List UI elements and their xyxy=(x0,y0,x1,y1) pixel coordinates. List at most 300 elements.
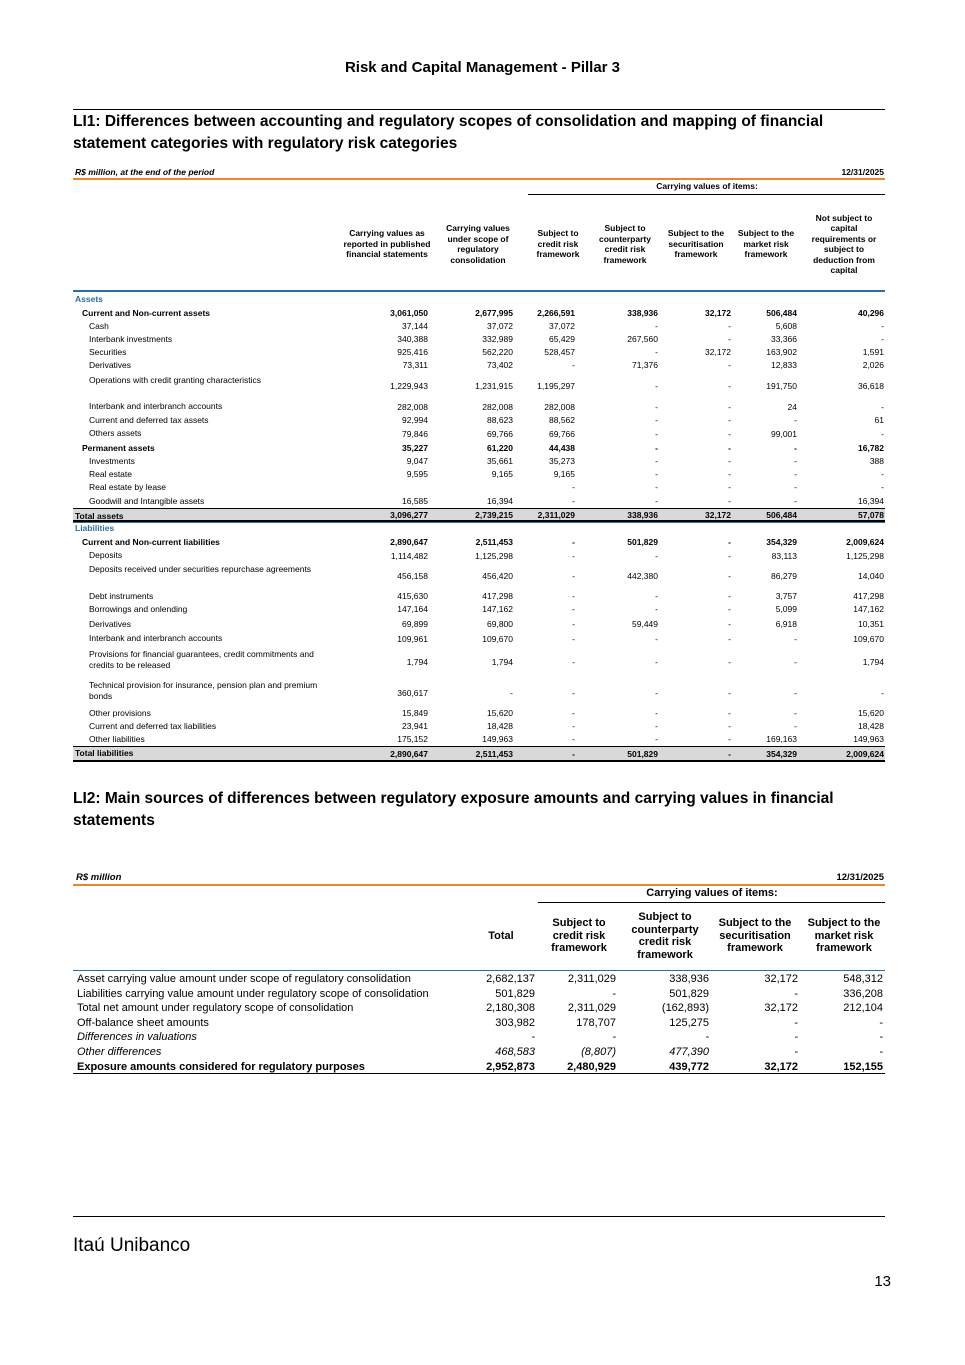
li2-col-header: Subject to the market risk framework xyxy=(807,917,881,955)
li1-assets-label: Assets xyxy=(75,294,103,304)
row-value: 439,772 xyxy=(669,1060,709,1073)
row-value: 37,072 xyxy=(549,321,575,331)
row-value: 417,298 xyxy=(482,591,513,601)
row-value: - xyxy=(794,456,797,466)
row-label: Borrowings and onlending xyxy=(89,603,188,614)
row-value: - xyxy=(881,482,884,492)
li1-unit: R$ million, at the end of the period xyxy=(75,167,215,177)
row-value: 191,750 xyxy=(766,381,797,391)
row-value: 5,099 xyxy=(775,604,797,614)
row-value: 69,766 xyxy=(549,428,575,439)
row-label: Operations with credit granting characteristics xyxy=(89,375,261,385)
row-value: 92,994 xyxy=(402,415,428,425)
row-value: - xyxy=(655,381,658,391)
row-value: 59,449 xyxy=(632,619,658,629)
page-number: 13 xyxy=(874,1273,891,1290)
row-value: 99,001 xyxy=(771,428,797,439)
row-value: - xyxy=(728,633,731,644)
row-value: 40,296 xyxy=(858,308,884,318)
li1-col-header: Carrying values as reported in published financial statements xyxy=(343,228,431,260)
row-value: 2,009,624 xyxy=(846,537,884,547)
row-value: - xyxy=(572,496,575,506)
row-value: - xyxy=(728,571,731,581)
row-value: 61 xyxy=(874,415,884,425)
li2-group-header: Carrying values of items: xyxy=(646,887,778,899)
row-value: 149,963 xyxy=(853,734,884,744)
row-value: 1,229,943 xyxy=(390,381,428,391)
footer-brand: Itaú Unibanco xyxy=(73,1235,191,1256)
row-value: - xyxy=(655,721,658,731)
row-value: 44,438 xyxy=(549,443,575,453)
row-value: 340,388 xyxy=(397,334,428,344)
row-value: 69,766 xyxy=(487,428,513,439)
row-value: 2,266,591 xyxy=(537,308,575,318)
row-value: - xyxy=(794,482,797,492)
row-value: 71,376 xyxy=(632,360,658,370)
li1-col-header: Subject to credit risk framework xyxy=(536,228,580,260)
row-value: - xyxy=(655,321,658,331)
row-value: 501,829 xyxy=(627,537,658,547)
row-value: - xyxy=(572,550,575,561)
row-label: Off-balance sheet amounts xyxy=(77,1016,209,1029)
row-value: - xyxy=(655,401,658,412)
row-value: 15,620 xyxy=(487,708,513,718)
li1-group-rule xyxy=(528,194,885,195)
table-row xyxy=(73,590,885,602)
row-value: 73,402 xyxy=(487,360,513,370)
row-value: 415,630 xyxy=(397,591,428,601)
table-row xyxy=(73,346,885,358)
row-value: 35,661 xyxy=(487,456,513,466)
li1-col-header: Carrying values under scope of regulatory consolidation xyxy=(446,223,510,265)
row-value: - xyxy=(655,708,658,718)
row-label: Provisions for financial guarantees, credit commitments and credits to be released xyxy=(89,649,314,670)
row-label: Others assets xyxy=(89,428,142,438)
table-row xyxy=(73,333,885,345)
row-value: - xyxy=(572,591,575,601)
row-value: 528,457 xyxy=(544,347,575,357)
row-value: 65,429 xyxy=(549,334,575,344)
row-value: 178,707 xyxy=(576,1016,616,1029)
table-row xyxy=(73,707,885,719)
row-value: 109,670 xyxy=(482,633,513,644)
li1-liabilities-label: Liabilities xyxy=(75,523,115,533)
row-value: - xyxy=(655,734,658,744)
row-value: - xyxy=(655,687,658,698)
row-value: 212,104 xyxy=(843,1002,883,1015)
row-value: - xyxy=(881,321,884,331)
row-value: 15,849 xyxy=(402,708,428,718)
row-value: - xyxy=(794,415,797,425)
row-value: 2,890,647 xyxy=(390,537,428,547)
row-value: - xyxy=(655,415,658,425)
row-label: Interbank investments xyxy=(89,333,173,344)
row-value: 506,484 xyxy=(766,509,797,520)
row-value: 147,164 xyxy=(397,604,428,614)
row-label: Asset carrying value amount under scope of regulatory consolidation xyxy=(77,973,411,985)
page-header: Risk and Capital Management - Pillar 3 xyxy=(344,59,621,76)
row-label: Real estate xyxy=(89,468,132,479)
li2-col-header: Subject to the securitisation framework xyxy=(718,917,792,955)
row-value: - xyxy=(728,604,731,614)
row-label: Derivatives xyxy=(89,618,132,629)
table-row xyxy=(73,632,885,645)
row-value: - xyxy=(881,334,884,344)
row-value: 1,125,298 xyxy=(475,550,513,561)
row-value: - xyxy=(655,633,658,644)
row-value: 5,608 xyxy=(775,321,797,331)
row-value: 2,311,029 xyxy=(537,509,575,520)
row-value: 506,484 xyxy=(766,308,797,318)
row-value: - xyxy=(728,734,731,744)
li1-col-header: Subject to counterparty credit risk framework xyxy=(599,223,651,265)
row-value: - xyxy=(655,443,658,453)
li2-date: 12/31/2025 xyxy=(836,872,884,883)
row-value: 83,113 xyxy=(771,550,797,561)
row-value: 1,794 xyxy=(406,656,428,667)
row-value: - xyxy=(794,687,797,698)
row-value: 12,833 xyxy=(771,360,797,370)
row-value: - xyxy=(728,428,731,439)
row-value: - xyxy=(728,482,731,492)
table-row xyxy=(73,1060,885,1075)
row-value: - xyxy=(794,443,797,453)
row-value: - xyxy=(655,428,658,439)
row-value: - xyxy=(879,1046,883,1058)
row-value: 332,989 xyxy=(482,334,513,344)
row-value: 1,591 xyxy=(862,347,884,357)
li1-col-header: Subject to the securitisation framework xyxy=(667,228,725,260)
row-value: - xyxy=(572,687,575,698)
table-row xyxy=(73,549,885,562)
li2-orange-rule xyxy=(73,884,885,886)
row-value: 282,008 xyxy=(544,401,575,412)
row-value: 109,670 xyxy=(853,633,884,644)
row-value: - xyxy=(881,469,884,479)
row-value: - xyxy=(728,721,731,731)
table-row xyxy=(73,733,885,745)
row-value: - xyxy=(794,721,797,731)
row-value: 2,180,308 xyxy=(486,1002,535,1015)
row-value: 109,961 xyxy=(397,633,428,644)
row-value: 147,162 xyxy=(853,604,884,614)
li1-col-header: Subject to the market risk framework xyxy=(737,228,795,260)
row-value: 57,078 xyxy=(858,509,884,520)
row-value: - xyxy=(728,321,731,331)
row-value: 73,311 xyxy=(402,360,428,370)
row-value: 2,311,029 xyxy=(567,1002,616,1015)
row-value: 442,380 xyxy=(627,571,658,581)
row-value: (162,893) xyxy=(661,1002,709,1015)
row-value: - xyxy=(728,591,731,601)
li2-unit: R$ million xyxy=(76,872,122,883)
row-value: 1,794 xyxy=(862,656,884,667)
row-value: - xyxy=(728,469,731,479)
row-value: - xyxy=(728,537,731,547)
row-label: Real estate by lease xyxy=(89,481,167,492)
row-value: - xyxy=(794,633,797,644)
row-value: - xyxy=(572,748,575,759)
row-value: 9,165 xyxy=(491,469,513,479)
row-value: 2,952,873 xyxy=(486,1060,535,1073)
row-value: 32,172 xyxy=(764,973,798,985)
row-value: 9,595 xyxy=(406,469,428,479)
row-value: 456,420 xyxy=(482,571,513,581)
row-value: 6,918 xyxy=(775,619,797,629)
row-value: 1,195,297 xyxy=(537,381,575,391)
row-value: 9,165 xyxy=(553,469,575,479)
li2-group-rule xyxy=(538,902,885,903)
row-value: 468,583 xyxy=(495,1046,535,1058)
row-value: 149,963 xyxy=(482,734,513,744)
row-label: Derivatives xyxy=(89,359,132,370)
row-value: 2,682,137 xyxy=(486,973,535,985)
row-value: - xyxy=(655,347,658,357)
row-value: 69,800 xyxy=(487,619,513,629)
row-value: 338,936 xyxy=(627,509,658,520)
row-value: 10,351 xyxy=(858,619,884,629)
row-value: 925,416 xyxy=(397,347,428,357)
row-value: - xyxy=(881,687,884,698)
row-value: - xyxy=(728,381,731,391)
row-value: 88,623 xyxy=(487,415,513,425)
row-value xyxy=(350,481,428,493)
row-label: Interbank and interbranch accounts xyxy=(89,401,223,411)
li2-header-rule xyxy=(73,970,885,971)
table-row xyxy=(73,427,885,440)
table-row xyxy=(73,648,885,675)
table-row xyxy=(73,972,885,987)
row-value: - xyxy=(728,360,731,370)
table-row xyxy=(73,563,885,589)
li1-group-header: Carrying values of items: xyxy=(656,181,758,191)
row-value: 152,155 xyxy=(843,1060,883,1073)
table-row xyxy=(73,603,885,615)
row-value: - xyxy=(510,687,513,698)
row-value: 2,026 xyxy=(862,360,884,370)
row-value: - xyxy=(794,496,797,506)
row-value: - xyxy=(655,550,658,561)
row-label: Other provisions xyxy=(89,707,151,718)
row-value: 354,329 xyxy=(766,537,797,547)
table-row xyxy=(73,359,885,371)
row-value: - xyxy=(572,734,575,744)
row-value: 16,585 xyxy=(402,496,428,506)
li1-title: LI1: Differences between accounting and regulatory scopes of consolidation and mapping of financial statement categories with regulatory risk categories xyxy=(73,113,824,152)
row-value: - xyxy=(572,537,575,547)
row-label: Current and deferred tax assets xyxy=(89,414,209,425)
row-value: 501,829 xyxy=(669,987,709,1000)
row-value: - xyxy=(794,469,797,479)
row-value: 2,511,453 xyxy=(475,748,513,759)
row-value: 88,562 xyxy=(549,415,575,425)
row-value: - xyxy=(728,334,731,344)
row-value: 354,329 xyxy=(766,748,797,759)
table-row xyxy=(73,414,885,426)
row-label: Liabilities carrying value amount under regulatory scope of consolidation xyxy=(77,987,429,1000)
row-label: Exposure amounts considered for regulatory purposes xyxy=(77,1060,365,1073)
row-value: 86,279 xyxy=(771,571,797,581)
row-value: - xyxy=(572,708,575,718)
row-value: - xyxy=(572,656,575,667)
row-label: Total net amount under regulatory scope of consolidation xyxy=(77,1002,354,1015)
li2-col-header: Subject to counterparty credit risk framework xyxy=(631,911,699,961)
row-value: - xyxy=(881,428,884,439)
row-value: 14,040 xyxy=(858,571,884,581)
row-value: 338,936 xyxy=(627,308,658,318)
row-value: (8,807) xyxy=(581,1046,616,1058)
row-label: Current and deferred tax liabilities xyxy=(89,720,217,731)
row-value: - xyxy=(794,1016,798,1029)
row-value: - xyxy=(794,708,797,718)
row-value: - xyxy=(572,571,575,581)
row-value: - xyxy=(728,656,731,667)
header-divider xyxy=(73,109,885,110)
row-value: 388 xyxy=(869,456,884,466)
row-value: 169,163 xyxy=(766,734,797,744)
row-value: 35,273 xyxy=(549,456,575,466)
row-value: - xyxy=(728,415,731,425)
row-value: - xyxy=(655,591,658,601)
table-row xyxy=(73,720,885,732)
row-value: - xyxy=(572,482,575,492)
li2-title: LI2: Main sources of differences between regulatory exposure amounts and carrying values in financial statements xyxy=(73,790,834,829)
row-value: - xyxy=(794,987,798,1000)
table-row xyxy=(73,1045,885,1060)
row-value: - xyxy=(728,748,731,759)
row-value: 16,394 xyxy=(858,496,884,506)
row-value: - xyxy=(879,1016,883,1029)
row-value: - xyxy=(612,1031,616,1044)
row-label: Investments xyxy=(89,455,135,466)
row-value: - xyxy=(572,360,575,370)
row-value: 1,125,298 xyxy=(846,550,884,561)
row-value: 2,480,929 xyxy=(567,1060,616,1073)
row-value: 32,172 xyxy=(764,1002,798,1015)
row-value: 3,061,050 xyxy=(390,308,428,318)
row-value: 562,220 xyxy=(482,347,513,357)
row-value: 18,428 xyxy=(487,721,513,731)
li2-col-header: Total xyxy=(488,929,514,942)
li1-orange-rule xyxy=(73,178,885,180)
footer-divider xyxy=(73,1216,885,1217)
row-label: Total liabilities xyxy=(75,748,134,758)
row-value: 501,829 xyxy=(627,748,658,759)
row-label: Differences in valuations xyxy=(77,1031,197,1044)
row-value: 2,511,453 xyxy=(475,537,513,547)
row-value: 282,008 xyxy=(397,401,428,412)
row-value: - xyxy=(655,456,658,466)
row-value: 37,072 xyxy=(487,321,513,331)
row-label: Deposits xyxy=(89,550,123,560)
table-row xyxy=(73,455,885,467)
row-value: - xyxy=(728,456,731,466)
row-value: 1,114,482 xyxy=(390,550,428,561)
row-value: 2,009,624 xyxy=(846,748,884,759)
row-value: 336,208 xyxy=(843,987,883,1000)
row-value: - xyxy=(728,496,731,506)
row-value: 360,617 xyxy=(397,687,428,698)
row-value: 16,782 xyxy=(858,443,884,453)
table-row xyxy=(73,617,885,631)
row-value: 37,144 xyxy=(402,321,428,331)
row-value: 3,757 xyxy=(775,591,797,601)
row-value: - xyxy=(728,619,731,629)
table-row xyxy=(73,481,885,493)
row-value: 35,227 xyxy=(402,443,428,453)
row-value: - xyxy=(572,633,575,644)
table-row xyxy=(73,495,885,507)
row-value: 2,739,215 xyxy=(475,509,513,520)
table-row xyxy=(73,320,885,332)
row-value: - xyxy=(531,1031,535,1044)
table-row xyxy=(73,536,885,548)
table-row xyxy=(73,1016,885,1031)
row-value: 69,899 xyxy=(402,619,428,629)
row-value: 36,618 xyxy=(858,381,884,391)
row-value: 2,677,995 xyxy=(475,308,513,318)
row-value: - xyxy=(612,987,616,1000)
table-row xyxy=(73,987,885,1002)
row-value: - xyxy=(794,1031,798,1044)
row-value: - xyxy=(879,1031,883,1044)
li1-col-header: Not subject to capital requirements or subject to deduction from capital xyxy=(811,212,877,275)
row-value: - xyxy=(655,482,658,492)
li1-date: 12/31/2025 xyxy=(841,167,884,177)
row-value: 338,936 xyxy=(669,973,709,985)
row-value: 175,152 xyxy=(397,734,428,744)
row-value: - xyxy=(728,401,731,412)
table-row xyxy=(73,468,885,480)
row-value: - xyxy=(728,687,731,698)
row-value: 2,311,029 xyxy=(567,973,616,985)
row-label: Technical provision for insurance, pension plan and premium bonds xyxy=(89,680,318,701)
row-value: 477,390 xyxy=(669,1046,709,1058)
row-value: - xyxy=(728,443,731,453)
row-label: Total assets xyxy=(75,510,124,521)
table-row xyxy=(73,442,885,454)
row-value: 282,008 xyxy=(482,401,513,412)
row-value: - xyxy=(655,604,658,614)
row-label: Interbank and interbranch accounts xyxy=(89,633,223,643)
row-label: Goodwill and Intangible assets xyxy=(89,495,205,506)
table-row xyxy=(73,679,885,706)
row-value: - xyxy=(728,550,731,561)
li2-col-header: Subject to credit risk framework xyxy=(551,917,607,955)
row-value: 32,172 xyxy=(705,509,731,520)
row-value: 456,158 xyxy=(397,571,428,581)
row-value: 18,428 xyxy=(858,721,884,731)
row-value: 15,620 xyxy=(858,708,884,718)
row-value: 3,096,277 xyxy=(390,509,428,520)
total-row xyxy=(73,508,885,522)
row-label: Securities xyxy=(89,346,127,357)
row-value: - xyxy=(655,656,658,667)
row-value: 24 xyxy=(787,401,797,412)
row-label: Current and Non-current liabilities xyxy=(82,536,220,547)
row-value: - xyxy=(655,469,658,479)
row-value: - xyxy=(728,708,731,718)
table-row xyxy=(73,307,885,319)
row-value: - xyxy=(572,721,575,731)
row-value: 32,172 xyxy=(764,1060,798,1073)
row-value: 32,172 xyxy=(705,308,731,318)
row-value: 2,890,647 xyxy=(390,748,428,759)
table-row xyxy=(73,400,885,413)
table-row xyxy=(73,374,885,398)
table-row xyxy=(73,1001,885,1016)
row-value: - xyxy=(794,656,797,667)
